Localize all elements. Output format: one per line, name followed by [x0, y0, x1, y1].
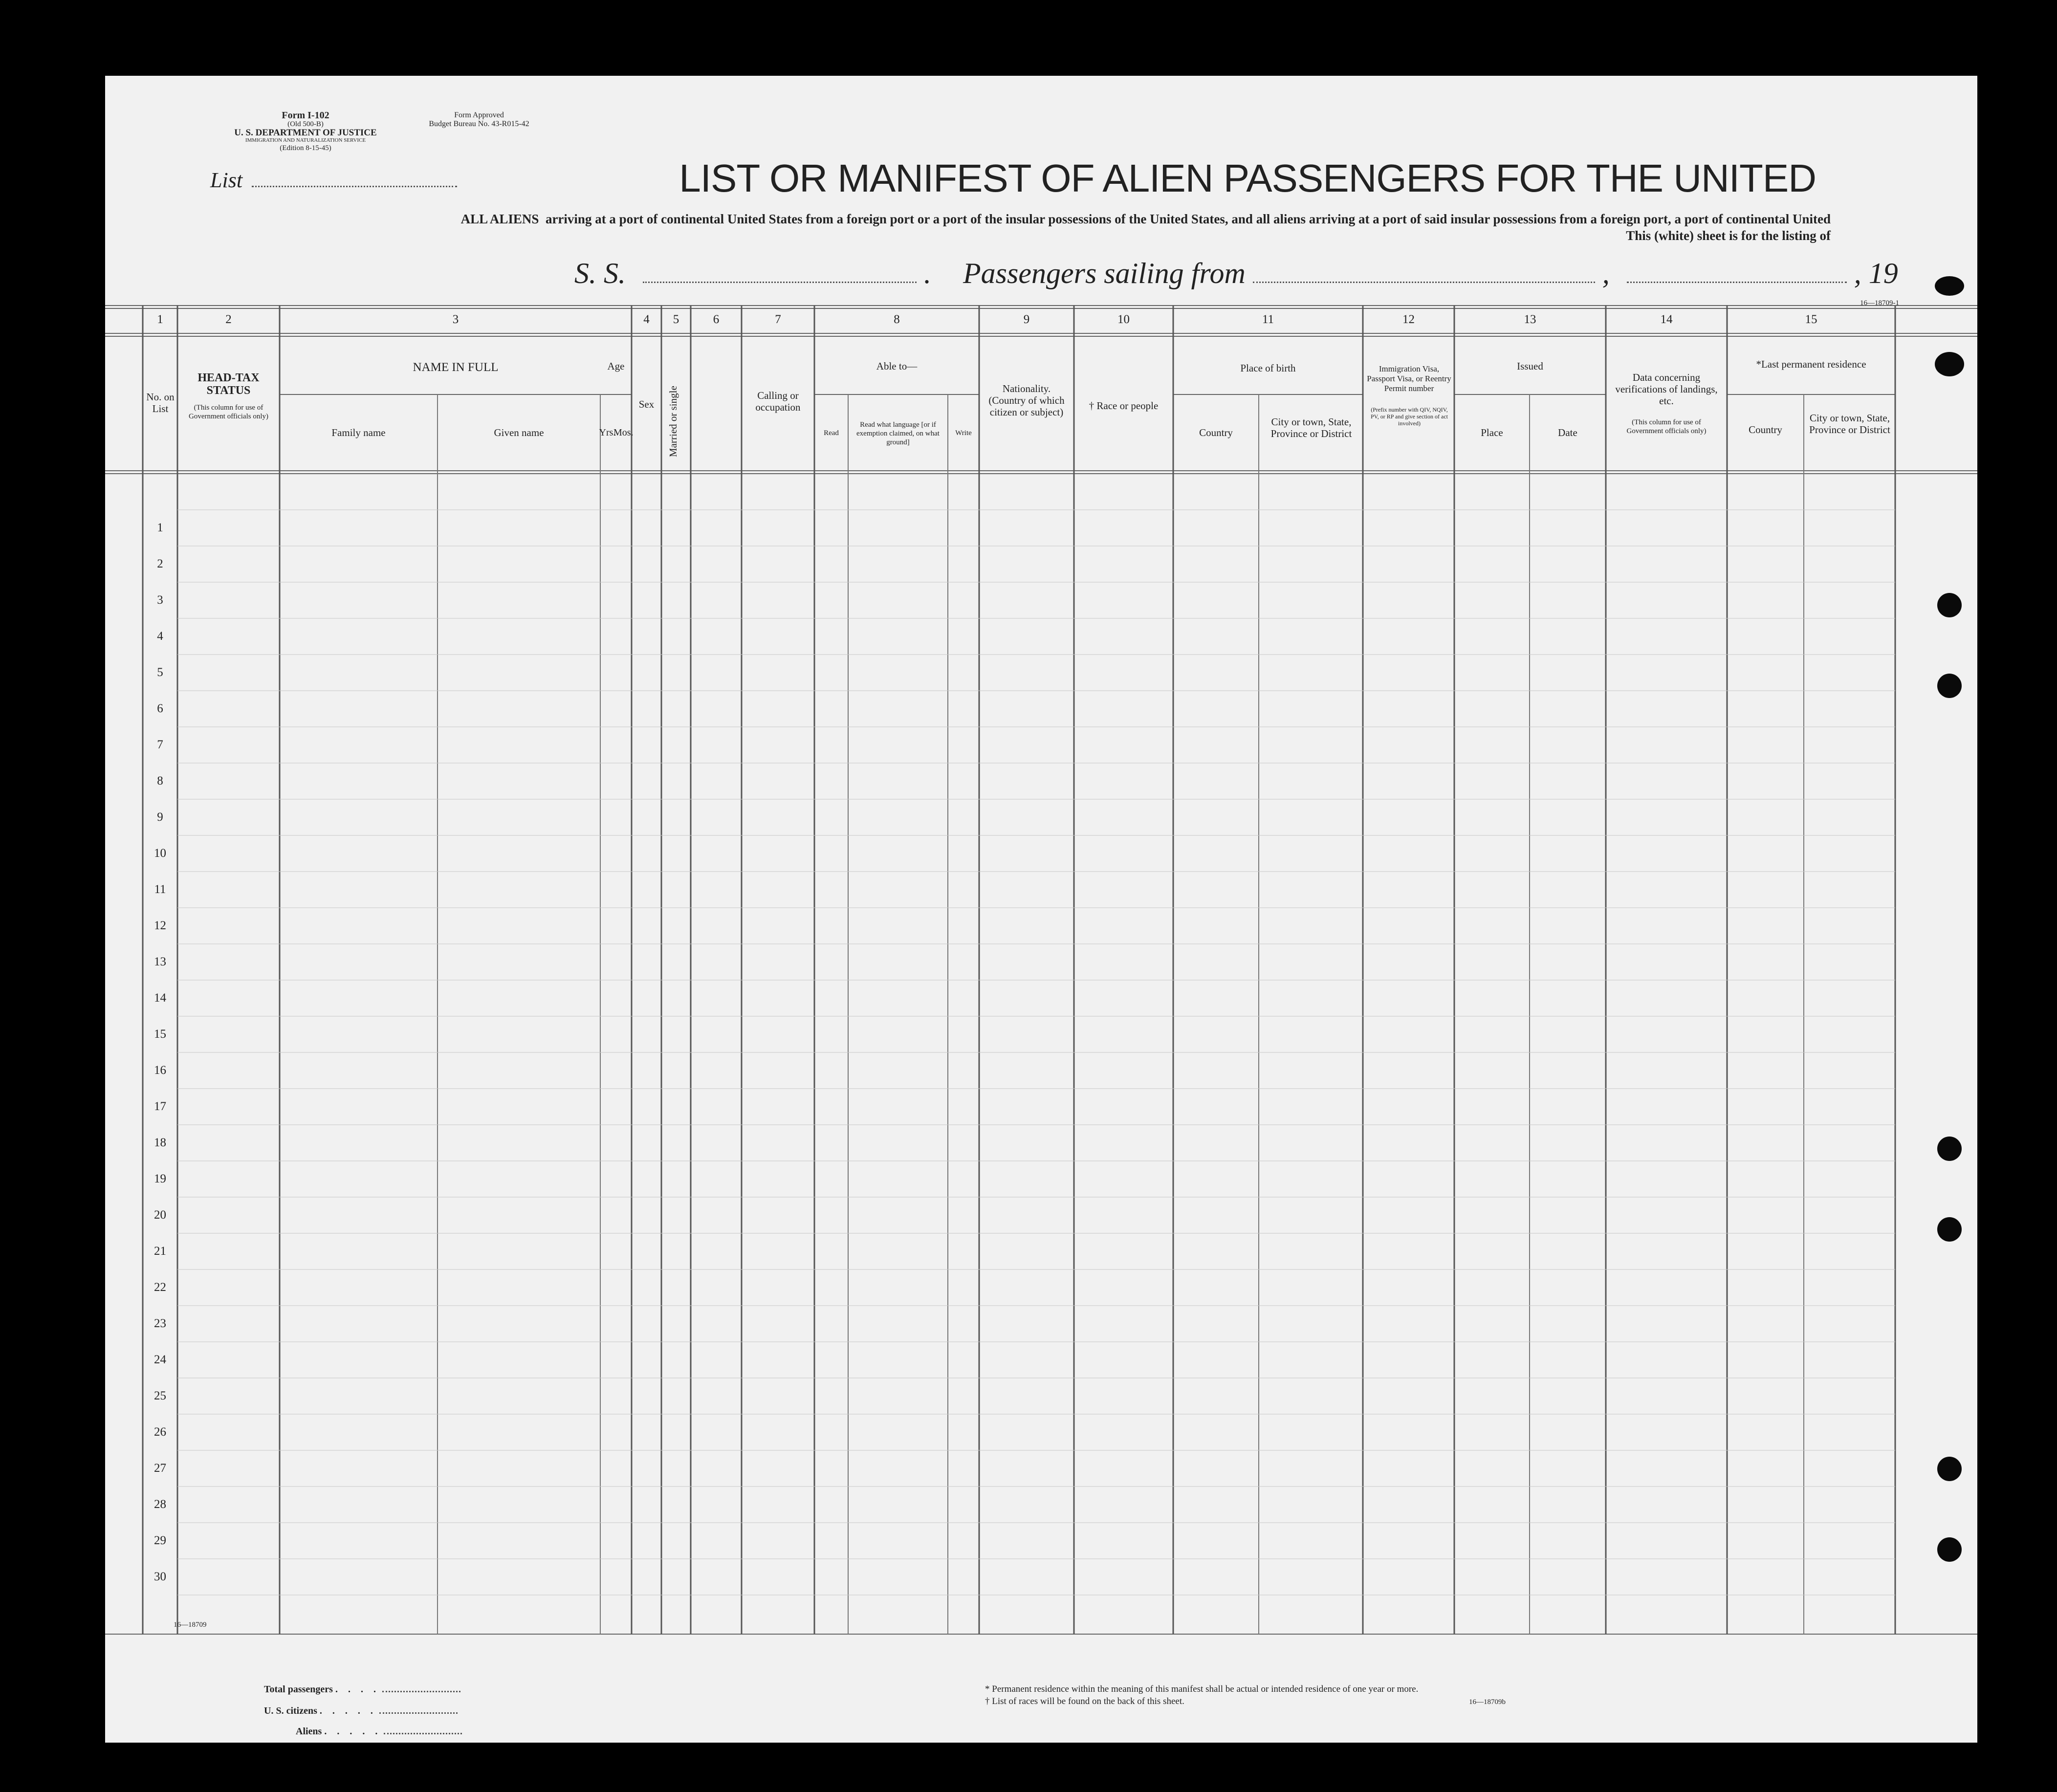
- us-citizens-label: U. S. citizens: [264, 1705, 317, 1716]
- row-number: 26: [154, 1425, 166, 1439]
- header-read: Read: [824, 429, 839, 437]
- comma-sep: ,: [1602, 257, 1610, 289]
- col-num-1: 1: [157, 313, 163, 326]
- header-calling: Calling or occupation: [755, 390, 801, 413]
- footnote-residence: * Permanent residence within the meaning of this manifest shall be actual or intended residence of one year or more.: [985, 1684, 1419, 1694]
- total-passengers-label: Total passengers: [264, 1684, 333, 1695]
- header-visa: Immigration Visa, Passport Visa, or Reentry Permit number: [1367, 364, 1451, 393]
- row-number: 3: [157, 593, 163, 607]
- col-num-11: 11: [1262, 313, 1274, 326]
- header-landing: Data concerning verifications of landings, etc.: [1615, 372, 1718, 407]
- header-name-in-full: NAME IN FULL: [413, 361, 499, 374]
- col-num-5: 5: [673, 313, 679, 326]
- binder-hole: [1935, 276, 1964, 296]
- department-name: U. S. DEPARTMENT OF JUSTICE: [234, 128, 377, 138]
- sheet-note: This (white) sheet is for the listing of: [1626, 228, 1831, 243]
- col-num-4: 4: [643, 313, 650, 326]
- row-number: 11: [154, 883, 166, 896]
- row-number: 9: [157, 810, 163, 824]
- row-number: 29: [154, 1534, 166, 1547]
- row-number: 15: [154, 1027, 166, 1041]
- footnote-races: † List of races will be found on the back of this sheet.: [985, 1696, 1184, 1706]
- header-age: Age: [607, 360, 625, 372]
- header-yrs: Yrs.: [599, 427, 616, 438]
- header-able-to: Able to—: [876, 360, 918, 372]
- ship-line: S. S. . Passengers sailing from , , 19: [574, 257, 1898, 289]
- form-approved: Form Approved: [454, 111, 504, 119]
- col-num-12: 12: [1402, 313, 1415, 326]
- header-write: Write: [955, 429, 972, 437]
- code-footer: 16—18709b: [1469, 1698, 1506, 1706]
- col-num-13: 13: [1524, 313, 1536, 326]
- row-number: 10: [154, 847, 166, 860]
- row-number: 1: [157, 521, 163, 534]
- row-number: 19: [154, 1172, 166, 1185]
- manifest-sheet: [105, 76, 1977, 1743]
- aliens-line: Aliens . . . . .: [296, 1726, 462, 1737]
- row-number: 23: [154, 1317, 166, 1330]
- row-number: 8: [157, 774, 163, 787]
- header-birth-country: Country: [1199, 427, 1233, 438]
- instruction-body: arriving at a port of continental United States from a foreign port or a port of the insular possessions of the United States, and all aliens arriving at a port of said insular possessions from a foreign port, a port of continental United: [545, 212, 1831, 226]
- row-number: 27: [154, 1462, 166, 1475]
- aliens-label: Aliens: [296, 1726, 322, 1737]
- total-passengers-field[interactable]: [382, 1690, 460, 1692]
- row-number: 4: [157, 630, 163, 643]
- budget-number: Budget Bureau No. 43-R015-42: [429, 120, 529, 128]
- comma-sep-2: ,: [1854, 257, 1861, 289]
- col-num-2: 2: [225, 313, 232, 326]
- header-read-language: Read what language [or if exemption claimed, on what ground]: [856, 421, 940, 446]
- binder-hole: [1937, 1537, 1962, 1562]
- binder-hole: [1937, 1136, 1962, 1161]
- row-number: 24: [154, 1353, 166, 1366]
- us-citizens-line: U. S. citizens . . . . .: [264, 1705, 458, 1717]
- instruction-lead: ALL ALIENS: [460, 212, 539, 226]
- header-landing-note: (This column for use of Government officials only): [1626, 418, 1707, 435]
- code-bottom: 16—18709: [174, 1621, 207, 1629]
- row-number: 20: [154, 1208, 166, 1222]
- total-passengers-line: Total passengers . . . .: [264, 1684, 460, 1695]
- binder-hole: [1937, 674, 1962, 698]
- col-num-14: 14: [1660, 313, 1673, 326]
- code-top: 16—18709-1: [1860, 299, 1899, 307]
- header-issued: Issued: [1517, 360, 1543, 372]
- header-issued-date: Date: [1558, 427, 1577, 438]
- old-form-number: (Old 500-B): [287, 120, 324, 128]
- header-married: Married or single: [667, 386, 679, 457]
- header-family-name: Family name: [331, 427, 386, 438]
- row-number: 17: [154, 1100, 166, 1113]
- ss-label: S. S.: [574, 257, 626, 289]
- header-birth-city: City or town, State, Province or District: [1270, 416, 1352, 439]
- col-num-7: 7: [775, 313, 781, 326]
- row-number: 30: [154, 1570, 166, 1583]
- col-num-10: 10: [1117, 313, 1130, 326]
- row-number: 14: [154, 991, 166, 1005]
- header-last-residence: *Last permanent residence: [1756, 358, 1866, 370]
- edition: (Edition 8-15-45): [280, 144, 331, 152]
- sailing-label: Passengers sailing from: [963, 257, 1246, 289]
- row-number: 22: [154, 1281, 166, 1294]
- binder-hole: [1937, 1217, 1962, 1242]
- header-mos: Mos.: [613, 427, 634, 438]
- header-nationality: Nationality. (Country of which citizen or subject): [988, 383, 1065, 418]
- row-number: 5: [157, 666, 163, 679]
- header-given-name: Given name: [494, 427, 544, 438]
- header-place-of-birth: Place of birth: [1240, 362, 1296, 374]
- header-head-tax-note: (This column for use of Government officials only): [188, 404, 268, 420]
- binder-hole: [1937, 593, 1962, 617]
- row-number: 7: [157, 738, 163, 751]
- header-res-city: City or town, State, Province or District: [1809, 412, 1890, 436]
- header-res-country: Country: [1749, 424, 1782, 436]
- year-prefix: 19: [1868, 257, 1898, 289]
- form-number: Form I-102: [282, 110, 329, 121]
- header-race: † Race or people: [1089, 400, 1159, 412]
- row-number: 6: [157, 702, 163, 715]
- us-citizens-field[interactable]: [379, 1711, 458, 1714]
- col-num-8: 8: [894, 313, 900, 326]
- binder-hole: [1937, 1457, 1962, 1481]
- list-label-text: List: [210, 168, 243, 192]
- col-num-9: 9: [1023, 313, 1030, 326]
- row-number: 13: [154, 955, 166, 968]
- aliens-field[interactable]: [384, 1732, 462, 1734]
- service-name: IMMIGRATION AND NATURALIZATION SERVICE: [245, 137, 366, 143]
- row-number: 2: [157, 557, 163, 570]
- row-number: 21: [154, 1245, 166, 1258]
- header-head-tax: HEAD-TAX STATUS: [197, 372, 260, 397]
- col-num-3: 3: [452, 313, 459, 326]
- header-issued-place: Place: [1481, 427, 1503, 438]
- header-sex: Sex: [638, 398, 655, 410]
- row-number: 18: [154, 1136, 166, 1149]
- header-visa-note: (Prefix number with QIV, NQIV, PV, or RP and give section of act involved): [1371, 406, 1448, 427]
- row-number: 16: [154, 1064, 166, 1077]
- binder-hole: [1935, 352, 1964, 376]
- page-title: LIST OR MANIFEST OF ALIEN PASSENGERS FOR THE UNITED: [679, 156, 1816, 200]
- row-number: 28: [154, 1498, 166, 1511]
- col-num-15: 15: [1805, 313, 1817, 326]
- row-number: 25: [154, 1389, 166, 1402]
- col-num-6: 6: [713, 313, 720, 326]
- header-no-on-list: No. on List: [146, 391, 175, 415]
- row-number: 12: [154, 919, 166, 932]
